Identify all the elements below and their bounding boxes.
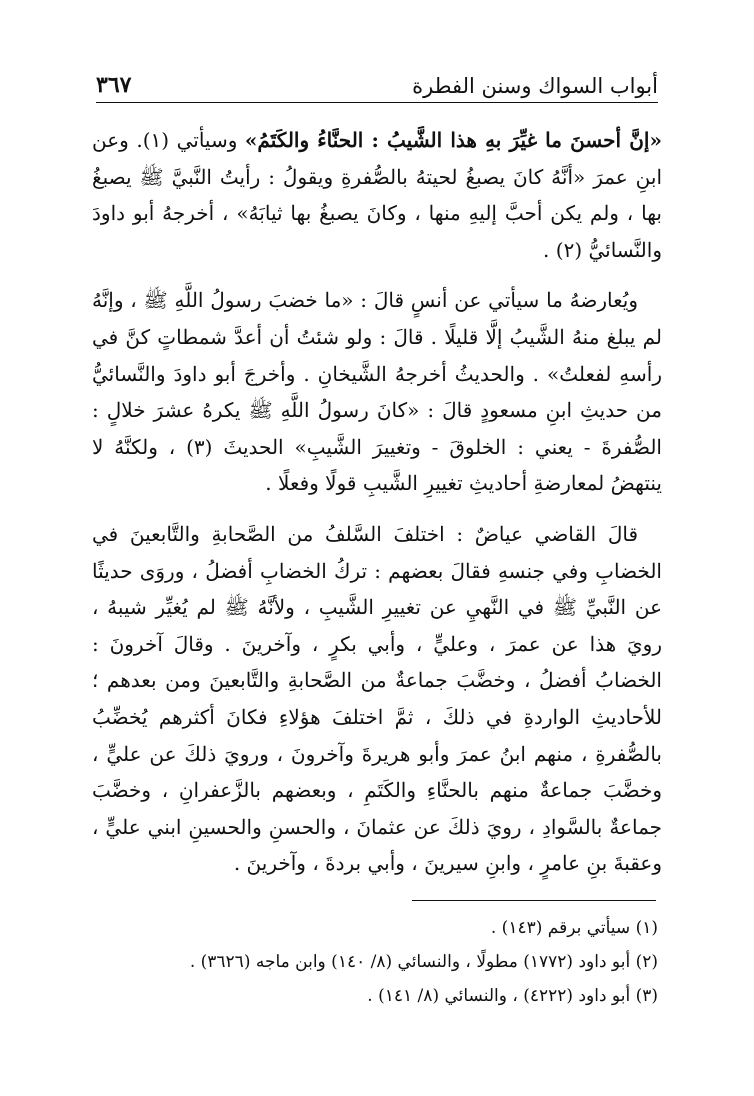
paragraph-1 xyxy=(92,122,662,268)
paragraph-2: ويُعارضهُ ما سيأتي عن أنسٍ قالَ : «ما خضبَ رسولُ اللَّهِ ﷺ ، وإنَّهُ لم يبلغ منهُ الشَّيبُ إلَّا قليلًا . قالَ : ولو شئتُ أن أعدَّ شمطاتٍ كنَّ في رأسهِ لفعلتُ» . والحديثُ أخرجهُ الشَّيخانِ . وأخرجَ أبو داودَ والنَّسائيُّ من حديثِ ابنِ مسعودٍ قالَ : «كانَ رسولُ اللَّهِ ﷺ يكرهُ عشرَ خلالٍ : الصُّفرةَ - يعني : الخلوقَ - وتغييرَ الشَّيبِ» الحديثَ (٣) ، ولكنَّهُ لا ينتهضُ لمعارضةِ أحاديثِ تغييرِ الشَّيبِ قولًا وفعلًا . xyxy=(92,288,662,496)
paragraph-3: قالَ القاضي عياضٌ : اختلفَ السَّلفُ من الصَّحابةِ والتَّابعينَ في الخضابِ وفي جنسهِ فقالَ بعضهم : تركُ الخضابِ أفضلُ ، وروَى حديثًا عن النَّبيِّ ﷺ في النَّهيِ عن تغييرِ الشَّيبِ ، ولأنَّهُ ﷺ لم يُغيِّر شيبهُ ، رويَ هذا عن عمرَ ، وعليٍّ ، وأبي بكرٍ ، وآخرينَ . وقالَ آخرونَ : الخضابُ أفضلُ ، وخضَّبَ جماعةٌ من الصَّحابةِ والتَّابعينَ ومن بعدهم ؛ للأحاديثِ الواردةِ في ذلكَ ، ثمَّ اختلفَ هؤلاءِ فكانَ أكثرهم يُخضِّبُ بالصُّفرةِ ، منهم ابنُ عمرَ وأبو هريرةَ وآخرونَ ، ورويَ ذلكَ عن عليٍّ ، وخضَّبَ جماعةٌ منهم بالحنَّاءِ والكَتَمِ ، وبعضهم بالزَّعفرانِ ، وخضَّبَ جماعةٌ بالسَّوادِ ، رويَ ذلكَ عن عثمانَ ، والحسنِ والحسينِ ابني عليٍّ ، وعقبةَ بنِ عامرٍ ، وابنِ سيرينَ ، وأبي بردةَ ، وآخرينَ . xyxy=(92,521,662,876)
footnote-1: (١) سيأتي برقم (١٤٣) . xyxy=(490,918,658,938)
footnote-separator xyxy=(412,900,656,901)
footnote-2: (٢) أبو داود (١٧٧٢) مطولًا ، والنسائي (٨/ ١٤٠) وابن ماجه (٣٦٢٦) . xyxy=(189,952,658,972)
page-number: ٣٦٧ xyxy=(96,72,132,98)
hadith-quote: «إنَّ أحسنَ ما غيِّرَ بهِ هذا الشَّيبُ : الحنَّاءُ والكَتَمُ» xyxy=(244,128,662,152)
footnotes xyxy=(100,911,658,1013)
header-title: أبواب السواك وسنن الفطرة xyxy=(412,74,658,98)
paragraph-1-rest: وسيأتي (١). وعن ابنِ عمرَ «أنَّهُ كانَ يصبغُ لحيتهُ بالصُّفرةِ ويقولُ : رأيتُ النَّبيَّ ﷺ يصبغُ بها ، ولم يكن أحبَّ إليهِ منها ، وكانَ يصبغُ بها ثيابَهُ» ، أخرجهُ أبو داودَ والنَّسائيُّ (٢) . xyxy=(92,128,662,262)
main-text xyxy=(92,122,662,896)
footnote-3: (٣) أبو داود (٤٢٢٢) ، والنسائي (٨/ ١٤١) . xyxy=(367,986,658,1006)
running-header xyxy=(96,62,658,103)
